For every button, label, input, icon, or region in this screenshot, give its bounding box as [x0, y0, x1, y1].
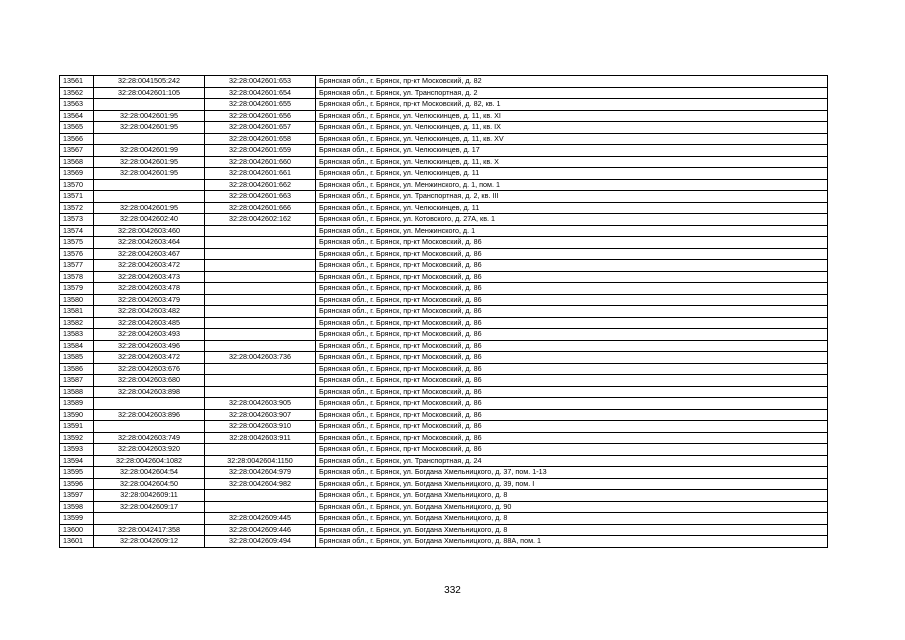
table-row	[60, 409, 828, 421]
row-number-cell: 13580	[60, 294, 94, 306]
table-row	[60, 306, 828, 318]
address-cell: Брянская обл., г. Брянск, пр-кт Московский, д. 86	[316, 340, 828, 352]
address-cell: Брянская обл., г. Брянск, пр-кт Московский, д. 86	[316, 271, 828, 283]
address-cell: Брянская обл., г. Брянск, ул. Богдана Хмельницкого, д. 8	[316, 513, 828, 525]
address-cell: Брянская обл., г. Брянск, ул. Богдана Хмельницкого, д. 88А, пом. 1	[316, 536, 828, 548]
table-row	[60, 110, 828, 122]
new-cadastral-number-cell: 32:28:0042601:656	[205, 110, 316, 122]
table-row	[60, 237, 828, 249]
address-cell: Брянская обл., г. Брянск, пр-кт Московский, д. 86	[316, 352, 828, 364]
address-cell: Брянская обл., г. Брянск, пр-кт Московский, д. 86	[316, 398, 828, 410]
address-cell: Брянская обл., г. Брянск, пр-кт Московский, д. 86	[316, 260, 828, 272]
old-cadastral-number-cell	[94, 398, 205, 410]
row-number-cell: 13592	[60, 432, 94, 444]
old-cadastral-number-cell: 32:28:0042603:460	[94, 225, 205, 237]
table-row	[60, 455, 828, 467]
address-cell: Брянская обл., г. Брянск, ул. Богдана Хмельницкого, д. 8	[316, 490, 828, 502]
row-number-cell: 13581	[60, 306, 94, 318]
old-cadastral-number-cell: 32:28:0042609:17	[94, 501, 205, 513]
row-number-cell: 13588	[60, 386, 94, 398]
row-number-cell: 13577	[60, 260, 94, 272]
new-cadastral-number-cell: 32:28:0042601:659	[205, 145, 316, 157]
new-cadastral-number-cell	[205, 386, 316, 398]
new-cadastral-number-cell: 32:28:0042601:657	[205, 122, 316, 134]
address-cell: Брянская обл., г. Брянск, пр-кт Московский, д. 86	[316, 375, 828, 387]
new-cadastral-number-cell	[205, 340, 316, 352]
row-number-cell: 13562	[60, 87, 94, 99]
new-cadastral-number-cell	[205, 329, 316, 341]
table-row	[60, 490, 828, 502]
table-row	[60, 225, 828, 237]
new-cadastral-number-cell	[205, 375, 316, 387]
row-number-cell: 13594	[60, 455, 94, 467]
old-cadastral-number-cell: 32:28:0042601:95	[94, 168, 205, 180]
address-cell: Брянская обл., г. Брянск, пр-кт Московский, д. 86	[316, 432, 828, 444]
new-cadastral-number-cell: 32:28:0042603:910	[205, 421, 316, 433]
old-cadastral-number-cell	[94, 179, 205, 191]
old-cadastral-number-cell: 32:28:0042603:472	[94, 260, 205, 272]
table-row	[60, 524, 828, 536]
table-row	[60, 87, 828, 99]
new-cadastral-number-cell: 32:28:0042601:666	[205, 202, 316, 214]
address-cell: Брянская обл., г. Брянск, ул. Транспортная, д. 2, кв. III	[316, 191, 828, 203]
table-row	[60, 375, 828, 387]
new-cadastral-number-cell	[205, 317, 316, 329]
address-cell: Брянская обл., г. Брянск, ул. Челюскинцев, д. 11, кв. IX	[316, 122, 828, 134]
table-row	[60, 248, 828, 260]
new-cadastral-number-cell: 32:28:0042609:445	[205, 513, 316, 525]
new-cadastral-number-cell: 32:28:0042609:494	[205, 536, 316, 548]
address-cell: Брянская обл., г. Брянск, ул. Челюскинцев, д. 11, кв. XV	[316, 133, 828, 145]
old-cadastral-number-cell: 32:28:0042417:358	[94, 524, 205, 536]
table-row	[60, 536, 828, 548]
new-cadastral-number-cell: 32:28:0042604:1150	[205, 455, 316, 467]
table-row	[60, 444, 828, 456]
old-cadastral-number-cell: 32:28:0042603:479	[94, 294, 205, 306]
new-cadastral-number-cell: 32:28:0042603:905	[205, 398, 316, 410]
table-row	[60, 133, 828, 145]
table-row	[60, 352, 828, 364]
new-cadastral-number-cell	[205, 444, 316, 456]
new-cadastral-number-cell	[205, 294, 316, 306]
new-cadastral-number-cell: 32:28:0042604:982	[205, 478, 316, 490]
row-number-cell: 13583	[60, 329, 94, 341]
registry-table-body	[60, 76, 828, 548]
address-cell: Брянская обл., г. Брянск, ул. Богдана Хмельницкого, д. 39, пом. I	[316, 478, 828, 490]
address-cell: Брянская обл., г. Брянск, ул. Транспортная, д. 24	[316, 455, 828, 467]
old-cadastral-number-cell: 32:28:0042603:493	[94, 329, 205, 341]
row-number-cell: 13576	[60, 248, 94, 260]
old-cadastral-number-cell: 32:28:0042603:472	[94, 352, 205, 364]
old-cadastral-number-cell	[94, 191, 205, 203]
table-row	[60, 191, 828, 203]
address-cell: Брянская обл., г. Брянск, ул. Менжинского, д. 1, пом. 1	[316, 179, 828, 191]
old-cadastral-number-cell: 32:28:0041505:242	[94, 76, 205, 88]
address-cell: Брянская обл., г. Брянск, ул. Челюскинцев, д. 11, кв. X	[316, 156, 828, 168]
row-number-cell: 13563	[60, 99, 94, 111]
old-cadastral-number-cell: 32:28:0042604:50	[94, 478, 205, 490]
old-cadastral-number-cell: 32:28:0042601:99	[94, 145, 205, 157]
old-cadastral-number-cell: 32:28:0042603:482	[94, 306, 205, 318]
old-cadastral-number-cell: 32:28:0042602:40	[94, 214, 205, 226]
row-number-cell: 13582	[60, 317, 94, 329]
old-cadastral-number-cell	[94, 513, 205, 525]
table-row	[60, 214, 828, 226]
old-cadastral-number-cell	[94, 421, 205, 433]
address-cell: Брянская обл., г. Брянск, ул. Челюскинцев, д. 17	[316, 145, 828, 157]
old-cadastral-number-cell: 32:28:0042603:464	[94, 237, 205, 249]
new-cadastral-number-cell	[205, 363, 316, 375]
row-number-cell: 13572	[60, 202, 94, 214]
row-number-cell: 13597	[60, 490, 94, 502]
old-cadastral-number-cell: 32:28:0042603:896	[94, 409, 205, 421]
new-cadastral-number-cell: 32:28:0042602:162	[205, 214, 316, 226]
table-row	[60, 145, 828, 157]
table-row	[60, 513, 828, 525]
row-number-cell: 13579	[60, 283, 94, 295]
old-cadastral-number-cell: 32:28:0042601:105	[94, 87, 205, 99]
row-number-cell: 13587	[60, 375, 94, 387]
row-number-cell: 13584	[60, 340, 94, 352]
row-number-cell: 13595	[60, 467, 94, 479]
table-row	[60, 99, 828, 111]
row-number-cell: 13585	[60, 352, 94, 364]
row-number-cell: 13574	[60, 225, 94, 237]
table-row	[60, 432, 828, 444]
address-cell: Брянская обл., г. Брянск, пр-кт Московский, д. 86	[316, 444, 828, 456]
address-cell: Брянская обл., г. Брянск, пр-кт Московский, д. 86	[316, 317, 828, 329]
address-cell: Брянская обл., г. Брянск, ул. Челюскинцев, д. 11	[316, 168, 828, 180]
table-row	[60, 467, 828, 479]
table-row	[60, 340, 828, 352]
row-number-cell: 13600	[60, 524, 94, 536]
new-cadastral-number-cell: 32:28:0042601:655	[205, 99, 316, 111]
old-cadastral-number-cell: 32:28:0042603:920	[94, 444, 205, 456]
old-cadastral-number-cell: 32:28:0042601:95	[94, 122, 205, 134]
address-cell: Брянская обл., г. Брянск, пр-кт Московский, д. 86	[316, 294, 828, 306]
new-cadastral-number-cell: 32:28:0042601:661	[205, 168, 316, 180]
row-number-cell: 13573	[60, 214, 94, 226]
row-number-cell: 13599	[60, 513, 94, 525]
row-number-cell: 13578	[60, 271, 94, 283]
address-cell: Брянская обл., г. Брянск, ул. Богдана Хмельницкого, д. 37, пом. 1-13	[316, 467, 828, 479]
row-number-cell: 13575	[60, 237, 94, 249]
row-number-cell: 13568	[60, 156, 94, 168]
address-cell: Брянская обл., г. Брянск, пр-кт Московский, д. 82	[316, 76, 828, 88]
table-row	[60, 421, 828, 433]
address-cell: Брянская обл., г. Брянск, пр-кт Московский, д. 86	[316, 329, 828, 341]
registry-table	[59, 75, 828, 548]
old-cadastral-number-cell: 32:28:0042603:485	[94, 317, 205, 329]
table-row	[60, 271, 828, 283]
address-cell: Брянская обл., г. Брянск, пр-кт Московский, д. 86	[316, 237, 828, 249]
table-row	[60, 386, 828, 398]
address-cell: Брянская обл., г. Брянск, ул. Богдана Хмельницкого, д. 90	[316, 501, 828, 513]
new-cadastral-number-cell: 32:28:0042603:907	[205, 409, 316, 421]
new-cadastral-number-cell: 32:28:0042601:663	[205, 191, 316, 203]
old-cadastral-number-cell: 32:28:0042603:467	[94, 248, 205, 260]
old-cadastral-number-cell: 32:28:0042603:473	[94, 271, 205, 283]
new-cadastral-number-cell	[205, 260, 316, 272]
row-number-cell: 13571	[60, 191, 94, 203]
table-row	[60, 260, 828, 272]
old-cadastral-number-cell: 32:28:0042603:680	[94, 375, 205, 387]
old-cadastral-number-cell: 32:28:0042609:11	[94, 490, 205, 502]
new-cadastral-number-cell: 32:28:0042604:979	[205, 467, 316, 479]
old-cadastral-number-cell: 32:28:0042603:478	[94, 283, 205, 295]
old-cadastral-number-cell	[94, 133, 205, 145]
row-number-cell: 13566	[60, 133, 94, 145]
row-number-cell: 13591	[60, 421, 94, 433]
table-row	[60, 76, 828, 88]
new-cadastral-number-cell	[205, 225, 316, 237]
address-cell: Брянская обл., г. Брянск, пр-кт Московский, д. 86	[316, 386, 828, 398]
old-cadastral-number-cell	[94, 99, 205, 111]
table-row	[60, 122, 828, 134]
address-cell: Брянская обл., г. Брянск, ул. Менжинского, д. 1	[316, 225, 828, 237]
table-row	[60, 478, 828, 490]
row-number-cell: 13586	[60, 363, 94, 375]
address-cell: Брянская обл., г. Брянск, пр-кт Московский, д. 86	[316, 363, 828, 375]
table-row	[60, 294, 828, 306]
row-number-cell: 13569	[60, 168, 94, 180]
table-row	[60, 179, 828, 191]
row-number-cell: 13561	[60, 76, 94, 88]
new-cadastral-number-cell	[205, 271, 316, 283]
row-number-cell: 13564	[60, 110, 94, 122]
row-number-cell: 13589	[60, 398, 94, 410]
address-cell: Брянская обл., г. Брянск, ул. Челюскинцев, д. 11	[316, 202, 828, 214]
old-cadastral-number-cell: 32:28:0042603:676	[94, 363, 205, 375]
row-number-cell: 13601	[60, 536, 94, 548]
new-cadastral-number-cell	[205, 237, 316, 249]
new-cadastral-number-cell	[205, 248, 316, 260]
old-cadastral-number-cell: 32:28:0042601:95	[94, 202, 205, 214]
new-cadastral-number-cell: 32:28:0042601:660	[205, 156, 316, 168]
table-row	[60, 363, 828, 375]
old-cadastral-number-cell: 32:28:0042601:95	[94, 156, 205, 168]
new-cadastral-number-cell: 32:28:0042603:736	[205, 352, 316, 364]
address-cell: Брянская обл., г. Брянск, пр-кт Московский, д. 86	[316, 248, 828, 260]
new-cadastral-number-cell: 32:28:0042601:654	[205, 87, 316, 99]
new-cadastral-number-cell: 32:28:0042609:446	[205, 524, 316, 536]
table-row	[60, 202, 828, 214]
new-cadastral-number-cell	[205, 490, 316, 502]
new-cadastral-number-cell: 32:28:0042601:662	[205, 179, 316, 191]
address-cell: Брянская обл., г. Брянск, пр-кт Московский, д. 86	[316, 409, 828, 421]
new-cadastral-number-cell	[205, 283, 316, 295]
new-cadastral-number-cell: 32:28:0042601:658	[205, 133, 316, 145]
new-cadastral-number-cell	[205, 306, 316, 318]
row-number-cell: 13570	[60, 179, 94, 191]
row-number-cell: 13590	[60, 409, 94, 421]
old-cadastral-number-cell: 32:28:0042603:749	[94, 432, 205, 444]
old-cadastral-number-cell: 32:28:0042609:12	[94, 536, 205, 548]
table-row	[60, 156, 828, 168]
table-row	[60, 283, 828, 295]
old-cadastral-number-cell: 32:28:0042603:898	[94, 386, 205, 398]
table-row	[60, 168, 828, 180]
address-cell: Брянская обл., г. Брянск, ул. Богдана Хмельницкого, д. 8	[316, 524, 828, 536]
row-number-cell: 13565	[60, 122, 94, 134]
old-cadastral-number-cell: 32:28:0042603:496	[94, 340, 205, 352]
row-number-cell: 13567	[60, 145, 94, 157]
new-cadastral-number-cell: 32:28:0042603:911	[205, 432, 316, 444]
table-row	[60, 329, 828, 341]
new-cadastral-number-cell: 32:28:0042601:653	[205, 76, 316, 88]
old-cadastral-number-cell: 32:28:0042604:54	[94, 467, 205, 479]
table-row	[60, 501, 828, 513]
row-number-cell: 13596	[60, 478, 94, 490]
table-row	[60, 398, 828, 410]
row-number-cell: 13593	[60, 444, 94, 456]
address-cell: Брянская обл., г. Брянск, пр-кт Московский, д. 86	[316, 421, 828, 433]
address-cell: Брянская обл., г. Брянск, ул. Транспортная, д. 2	[316, 87, 828, 99]
new-cadastral-number-cell	[205, 501, 316, 513]
address-cell: Брянская обл., г. Брянск, пр-кт Московский, д. 82, кв. 1	[316, 99, 828, 111]
address-cell: Брянская обл., г. Брянск, ул. Котовского, д. 27А, кв. 1	[316, 214, 828, 226]
page-number: 332	[444, 585, 461, 596]
row-number-cell: 13598	[60, 501, 94, 513]
address-cell: Брянская обл., г. Брянск, пр-кт Московский, д. 86	[316, 306, 828, 318]
table-row	[60, 317, 828, 329]
old-cadastral-number-cell: 32:28:0042601:95	[94, 110, 205, 122]
address-cell: Брянская обл., г. Брянск, пр-кт Московский, д. 86	[316, 283, 828, 295]
address-cell: Брянская обл., г. Брянск, ул. Челюскинцев, д. 11, кв. XI	[316, 110, 828, 122]
old-cadastral-number-cell: 32:28:0042604:1082	[94, 455, 205, 467]
